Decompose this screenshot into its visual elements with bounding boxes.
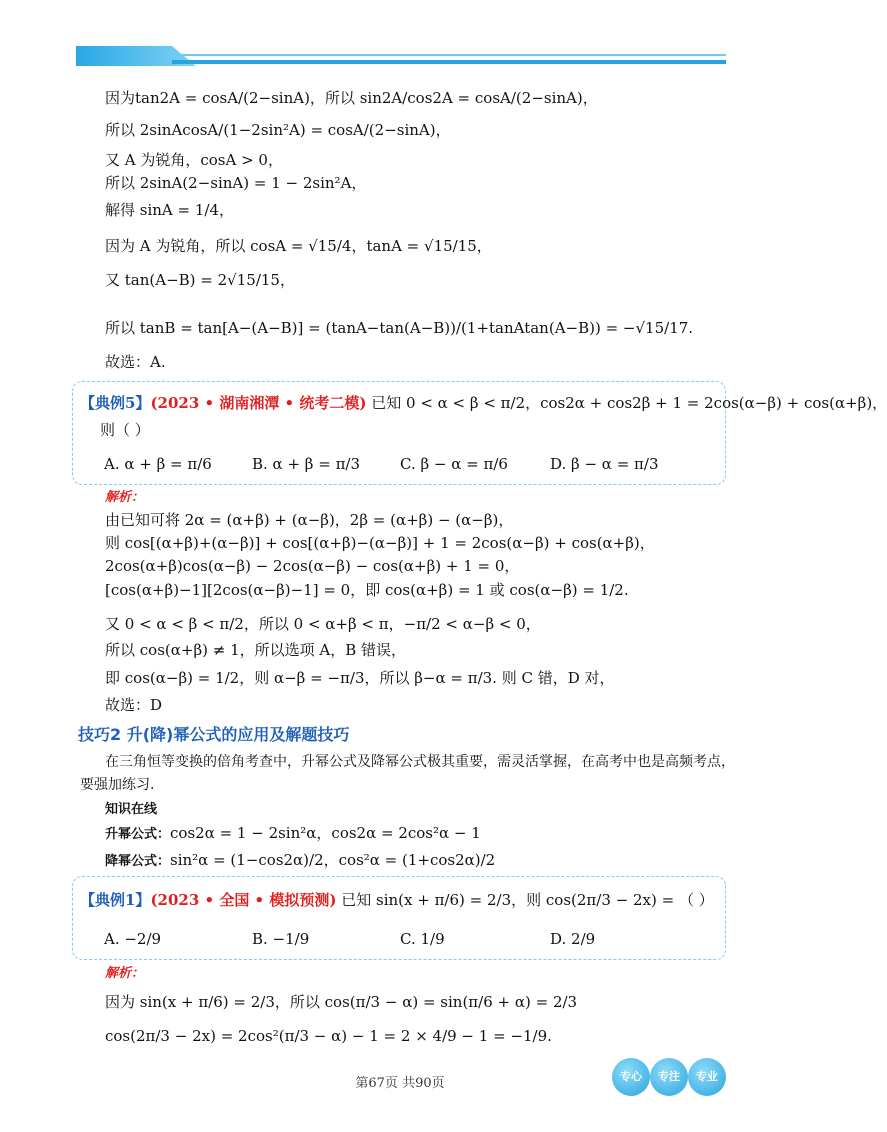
example1-stem — [80, 890, 714, 910]
solution5-line-3: 2cos(α+β)cos(α−β) − 2cos(α−β) − cos(α+β) + 1 = 0， — [105, 557, 520, 575]
solution-line-5: 解得 sinA = 1/4， — [105, 201, 235, 219]
example5-option-c: C. β − α = π/6 — [400, 455, 508, 473]
solution-line-3: 又 A 为锐角，cosA > 0， — [105, 151, 283, 169]
example5-option-a: A. α + β = π/6 — [104, 455, 212, 473]
example1-source: (2023 • 全国 • 模拟预测) — [150, 891, 337, 909]
solution-line-1: 因为tan2A = cosA/(2−sinA)，所以 sin2A/cos2A = cosA/(2−sinA)， — [105, 89, 598, 107]
solution-line-4: 所以 2sinA(2−sinA) = 1 − 2sin²A， — [105, 174, 367, 192]
solution5-line-7: 即 cos(α−β) = 1/2，则 α−β = −π/3，所以 β−α = π/3. 则 C 错，D 对， — [105, 669, 615, 687]
badge-1: 专心 — [612, 1058, 650, 1096]
section-intro-2: 要强加练习. — [80, 777, 155, 793]
solution5-line-6: 所以 cos(α+β) ≠ 1，所以选项 A，B 错误， — [105, 641, 407, 659]
jiexi-label-1: 解析： — [105, 490, 145, 505]
example5-stem — [80, 393, 887, 413]
header-decoration — [76, 46, 726, 66]
example5-stem-b: 则（ ） — [100, 421, 150, 439]
up-label: 升幂公式： — [105, 827, 171, 842]
solution-line-9: 故选：A. — [105, 353, 166, 371]
up-formula-line — [105, 823, 481, 845]
example1-option-d: D. 2/9 — [550, 930, 596, 948]
example5-source: (2023 • 湖南湘潭 • 统考二模) — [150, 394, 367, 412]
up-formula: cos2α = 1 − 2sin²α，cos2α = 2cos²α − 1 — [170, 824, 481, 842]
down-label: 降幂公式： — [105, 854, 171, 869]
page-footer: 第67页 共90页 — [355, 1076, 445, 1091]
solution-line-6: 因为 A 为锐角，所以 cosA = √15/4，tanA = √15/15， — [105, 237, 492, 255]
solution-line-2: 所以 2sinAcosA/(1−2sin²A) = cosA/(2−sinA)， — [105, 121, 451, 139]
solution-line-7: 又 tan(A−B) = 2√15/15， — [105, 271, 295, 289]
solution1-line-2: cos(2π/3 − 2x) = 2cos²(π/3 − α) − 1 = 2 × 4/9 − 1 = −1/9. — [105, 1027, 552, 1045]
solution5-line-8: 故选：D — [105, 696, 163, 714]
section-title: 技巧2 升(降)幂公式的应用及解题技巧 — [78, 725, 350, 744]
down-formula: sin²α = (1−cos2α)/2，cos²α = (1+cos2α)/2 — [170, 851, 496, 869]
knowledge-label: 知识在线 — [105, 802, 158, 817]
example1-option-b: B. −1/9 — [252, 930, 310, 948]
example1-option-c: C. 1/9 — [400, 930, 445, 948]
down-formula-line — [105, 850, 495, 872]
example1-tag: 【典例1】 — [80, 891, 151, 909]
example5-option-d: D. β − α = π/3 — [550, 455, 659, 473]
example1-box — [72, 876, 726, 960]
badge-2: 专注 — [650, 1058, 688, 1096]
example5-stem-text: 已知 0 < α < β < π/2，cos2α + cos2β + 1 = 2cos(α−β) + cos(α+β)， — [371, 394, 887, 412]
example1-option-a: A. −2/9 — [104, 930, 162, 948]
jiexi-label-2: 解析： — [105, 966, 145, 981]
solution-line-8: 所以 tanB = tan[A−(A−B)] = (tanA−tan(A−B))/(1+tanAtan(A−B)) = −√15/17. — [105, 319, 694, 337]
example5-tag: 【典例5】 — [80, 394, 151, 412]
example5-option-b: B. α + β = π/3 — [252, 455, 361, 473]
badge-3: 专业 — [688, 1058, 726, 1096]
section-intro-1: 在三角恒等变换的倍角考查中，升幂公式及降幂公式极其重要，需灵活掌握，在高考中也是高频考点， — [105, 754, 735, 770]
solution5-line-1: 由已知可将 2α = (α+β) + (α−β)，2β = (α+β) − (α−β)， — [105, 511, 514, 529]
solution5-line-4: [cos(α+β)−1][2cos(α−β)−1] = 0，即 cos(α+β) = 1 或 cos(α−β) = 1/2. — [105, 581, 629, 599]
solution1-line-1: 因为 sin(x + π/6) = 2/3，所以 cos(π/3 − α) = sin(π/6 + α) = 2/3 — [105, 993, 578, 1011]
example1-stem-text: 已知 sin(x + π/6) = 2/3，则 cos(2π/3 − 2x) = （ ） — [341, 891, 714, 909]
solution5-line-5: 又 0 < α < β < π/2，所以 0 < α+β < π，−π/2 < α−β < 0， — [105, 615, 541, 633]
solution5-line-2: 则 cos[(α+β)+(α−β)] + cos[(α+β)−(α−β)] + 1 = 2cos(α−β) + cos(α+β)， — [105, 534, 655, 552]
